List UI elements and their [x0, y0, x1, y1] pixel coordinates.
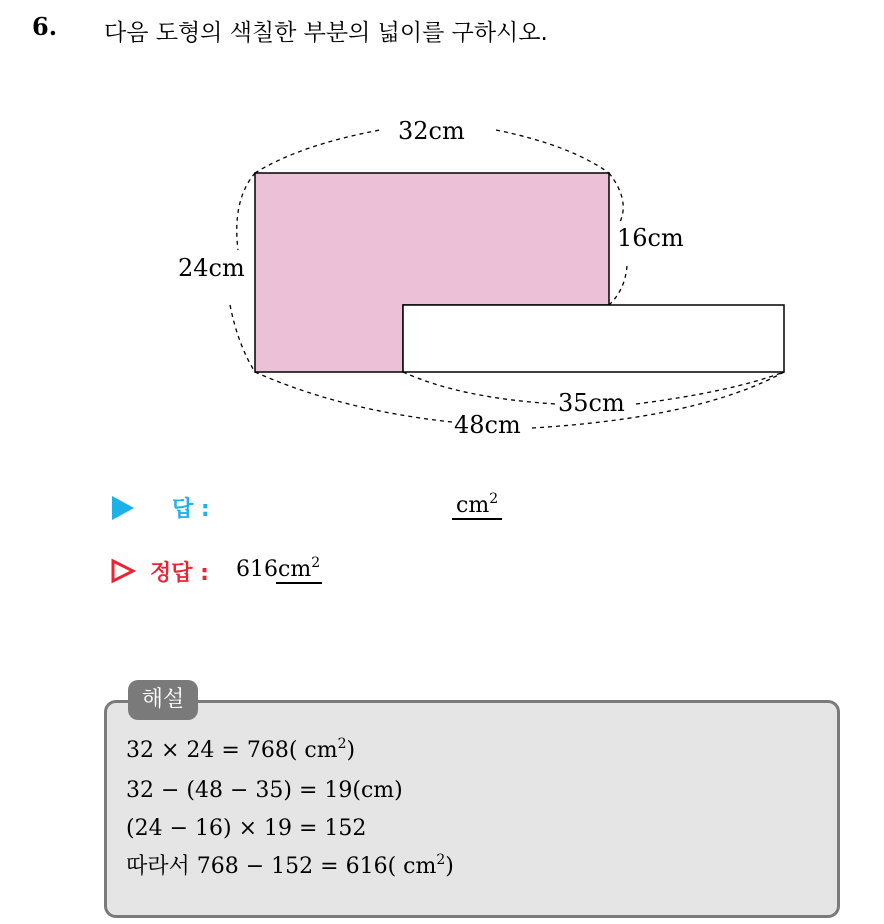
play-arrow-icon	[112, 496, 134, 520]
correct-label: 정답 :	[150, 561, 209, 586]
explanation-box	[104, 700, 840, 918]
label-left: 24cm	[178, 254, 245, 282]
outline-arrow-icon	[110, 558, 136, 584]
explanation-line-4	[126, 854, 454, 880]
unshaded-rectangle	[403, 305, 784, 372]
explanation-line-4-close: )	[445, 854, 454, 879]
question-text: 다음 도형의 색칠한 부분의 넓이를 구하시오.	[104, 20, 548, 46]
dim-arc-left	[237, 173, 255, 250]
correct-unit-exponent: 2	[311, 555, 321, 571]
dim-arc-inner-bottom	[403, 372, 556, 404]
answer-unit-exponent: 2	[489, 491, 499, 507]
dim-arc-top	[496, 130, 609, 173]
explanation-line-4-exponent: 2	[436, 852, 446, 868]
answer-unit: cm	[456, 493, 490, 518]
explanation-line-1-close: )	[346, 738, 356, 763]
explanation-line-3: (24 − 16) × 19 = 152	[126, 816, 367, 841]
correct-unit-underlined	[276, 555, 322, 584]
explanation-title: 해설	[128, 680, 198, 720]
correct-value: 616	[236, 557, 278, 582]
correct-answer-row	[108, 556, 608, 590]
answer-label: 답 :	[172, 497, 210, 522]
explanation-line-2: 32 − (48 − 35) = 19(cm)	[126, 778, 403, 803]
explanation-line-1-text: 32 × 24 = 768( cm	[126, 738, 338, 763]
dim-arc-top	[255, 130, 380, 173]
explanation-line-1	[126, 738, 355, 764]
label-bottom: 48cm	[454, 411, 521, 439]
question-number: 6.	[32, 12, 58, 41]
area-figure	[0, 0, 884, 460]
dim-arc-left	[230, 305, 255, 372]
label-top: 32cm	[398, 117, 465, 145]
answer-blank[interactable]	[452, 491, 502, 520]
label-inner-bottom: 35cm	[558, 389, 625, 417]
dim-arc-right	[609, 173, 623, 222]
dim-arc-bottom	[255, 372, 452, 422]
label-right: 16cm	[617, 224, 684, 252]
dim-arc-right	[609, 266, 627, 305]
dim-arc-inner-bottom	[636, 372, 784, 404]
correct-unit: cm	[278, 557, 312, 582]
answer-row	[108, 492, 608, 526]
explanation-line-1-exponent: 2	[337, 736, 347, 752]
explanation-line-4-text: 따라서 768 − 152 = 616( cm	[126, 854, 437, 879]
